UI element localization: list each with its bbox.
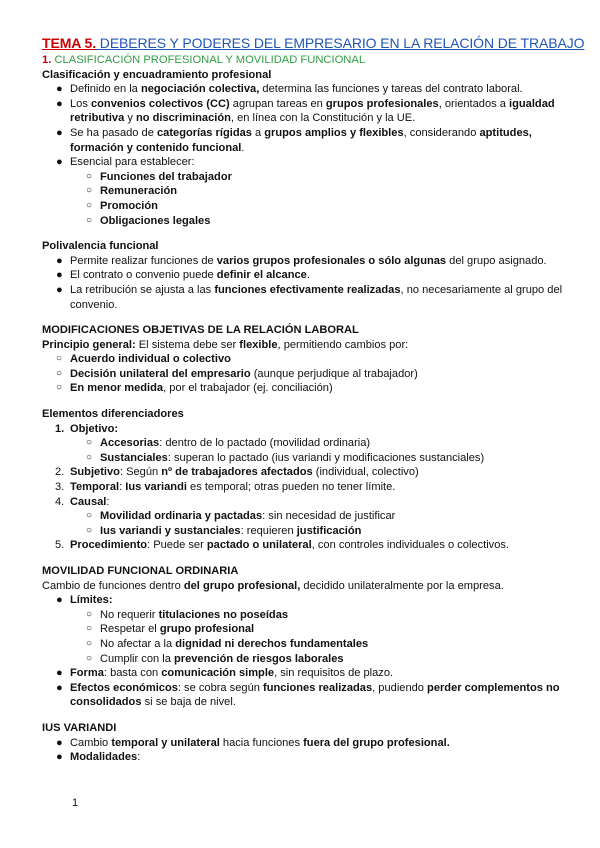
bullet-icon: ● — [56, 156, 63, 169]
hollow-bullet-icon: ○ — [86, 451, 93, 463]
movilidad-ordinaria-heading: MOVILIDAD FUNCIONAL ORDINARIA — [42, 565, 239, 577]
bullet-icon: ● — [56, 283, 63, 296]
sub-list-item: ○ No afectar a la dignidad ni derechos fundamentales — [86, 637, 369, 650]
document-title — [42, 34, 585, 52]
list-item: ● Esencial para establecer: — [56, 156, 195, 169]
sub-list-item: ○ Promoción — [86, 199, 158, 212]
bullet-icon: ● — [56, 97, 63, 110]
list-item: ○ Acuerdo individual o colectivo — [56, 353, 231, 366]
movilidad-ordinaria-intro: Cambio de funciones dentro del grupo profesional, decidido unilateralmente por la empresa. — [42, 579, 504, 592]
bullet-icon: ● — [56, 126, 63, 139]
bullet-icon: ● — [56, 254, 63, 267]
bullet-icon: ● — [56, 736, 63, 749]
list-item: ● Efectos económicos: se cobra según funciones realizadas, pudiendo perder complementos no consolidados si se baja de nivel. — [56, 681, 560, 709]
hollow-bullet-icon: ○ — [86, 214, 93, 226]
sub-list-item: ○ Sustanciales: superan lo pactado (ius variandi y modificaciones sustanciales) — [86, 451, 485, 464]
list-item: ● La retribución se ajusta a las funciones efectivamente realizadas, no necesariamente al grupo del convenio. — [56, 283, 563, 311]
bullet-icon: ● — [56, 269, 63, 282]
bullet-icon: ● — [56, 681, 63, 694]
page-number: 1 — [72, 797, 79, 809]
modificaciones-heading: MODIFICACIONES OBJETIVAS DE LA RELACIÓN LABORAL — [42, 324, 359, 337]
hollow-bullet-icon: ○ — [86, 199, 93, 211]
section-1-heading: 1. CLASIFICACIÓN PROFESIONAL Y MOVILIDAD FUNCIONAL — [42, 54, 366, 66]
movilidad-ordinaria-list — [42, 593, 572, 710]
sub-list-item: ○ Ius variandi y sustanciales: requieren justificación — [86, 524, 362, 537]
hollow-bullet-icon: ○ — [86, 170, 93, 182]
list-item: ○ Decisión unilateral del empresario (aunque perjudique al trabajador) — [56, 367, 418, 380]
ius-variandi-list — [42, 736, 572, 765]
cambios-list — [42, 352, 572, 396]
hollow-bullet-icon: ○ — [86, 524, 93, 536]
hollow-bullet-icon: ○ — [86, 637, 93, 649]
bullet-icon: ● — [56, 594, 63, 607]
title-number: TEMA 5. — [42, 35, 97, 51]
bullet-icon: ● — [56, 83, 63, 96]
title-text: DEBERES Y PODERES DEL EMPRESARIO EN LA RELACIÓN DE TRABAJO — [96, 35, 585, 51]
list-item: 3. Temporal: Ius variandi es temporal; otras pueden no tener límite. — [55, 481, 396, 494]
list-item: ● Cambio temporal y unilateral hacia funciones fuera del grupo profesional. — [56, 736, 450, 749]
ius-variandi-heading: IUS VARIANDI — [42, 721, 117, 734]
elementos-list — [42, 422, 572, 553]
sub-list-item: ○ Movilidad ordinaria y pactadas: sin necesidad de justificar — [86, 510, 396, 523]
sub-list-item: ○ No requerir titulaciones no poseídas — [86, 608, 289, 621]
sub-list-item: ○ Cumplir con la prevención de riesgos laborales — [86, 652, 344, 665]
hollow-bullet-icon: ○ — [86, 437, 93, 449]
list-item: ● Definido en la negociación colectiva, determina las funciones y tareas del contrato laboral. — [56, 83, 523, 96]
polivalencia-heading: Polivalencia funcional — [42, 240, 159, 253]
list-item: ● El contrato o convenio puede definir el alcance. — [56, 269, 310, 282]
list-item: ● Los convenios colectivos (CC) agrupan tareas en grupos profesionales, orientados a igualdad retributiva y no discriminación, en línea con la Constitución y la UE. — [56, 97, 555, 125]
sub-list-item: ○ Remuneración — [86, 185, 178, 198]
list-item: 1. Objetivo: — [55, 422, 119, 435]
clasificacion-heading: Clasificación y encuadramiento profesional — [42, 68, 272, 81]
list-item: ● Modalidades: — [56, 751, 141, 764]
hollow-bullet-icon: ○ — [86, 623, 93, 635]
hollow-bullet-icon: ○ — [86, 510, 93, 522]
list-item: ● Límites: — [56, 594, 113, 607]
list-item: 2. Subjetivo: Según nº de trabajadores afectados (individual, colectivo) — [55, 466, 419, 479]
elementos-heading: Elementos diferenciadores — [42, 408, 184, 421]
principio-general: Principio general: El sistema debe ser flexible, permitiendo cambios por: — [42, 338, 409, 351]
sub-list-item: ○ Respetar el grupo profesional — [86, 623, 255, 636]
polivalencia-list — [42, 254, 572, 312]
list-item: ● Se ha pasado de categorías rígidas a grupos amplios y flexibles, considerando aptitudes, formación y contenido funcional. — [56, 126, 532, 154]
sub-list-item: ○ Accesorias: dentro de lo pactado (movilidad ordinaria) — [86, 437, 371, 450]
bullet-icon: ● — [56, 667, 63, 680]
hollow-bullet-icon: ○ — [56, 382, 63, 394]
clasificacion-list — [42, 82, 572, 228]
list-item: ● Permite realizar funciones de varios grupos profesionales o sólo algunas del grupo asignado. — [56, 254, 547, 267]
list-item: 5. Procedimiento: Puede ser pactado o unilateral, con controles individuales o colectivos. — [55, 539, 510, 552]
hollow-bullet-icon: ○ — [86, 608, 93, 620]
hollow-bullet-icon: ○ — [56, 367, 63, 379]
hollow-bullet-icon: ○ — [86, 185, 93, 197]
hollow-bullet-icon: ○ — [56, 353, 63, 365]
bullet-icon: ● — [56, 751, 63, 764]
sub-list-item: ○ Funciones del trabajador — [86, 170, 232, 183]
list-item: ○ En menor medida, por el trabajador (ej. conciliación) — [56, 382, 333, 395]
list-item: ● Forma: basta con comunicación simple, sin requisitos de plazo. — [56, 667, 394, 680]
hollow-bullet-icon: ○ — [86, 652, 93, 664]
sub-list-item: ○ Obligaciones legales — [86, 214, 211, 227]
document-page — [42, 34, 585, 765]
list-item: 4. Causal: — [55, 495, 110, 508]
